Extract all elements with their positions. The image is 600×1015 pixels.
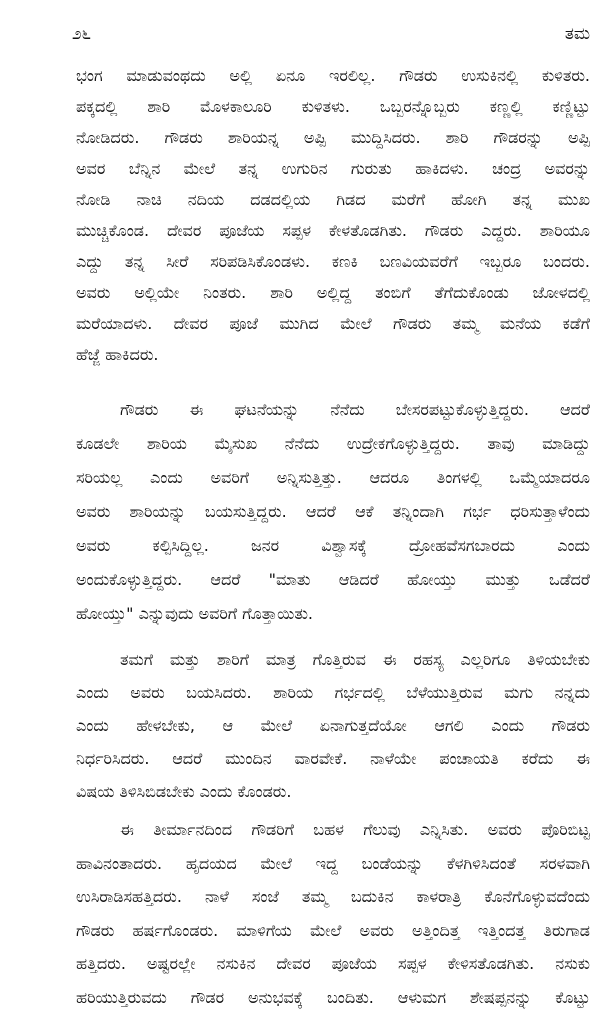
- text-line-content: ಸರಿಯಲ್ಲ ಎಂದು ಅವರಿಗೆ ಅನ್ನಿಸುತ್ತಿತ್ತು. ಆದರೂ ತಿಂಗಳಲ್ಲಿ ಒಮ್ಮೆಯಾದರೂ: [76, 468, 590, 487]
- text-line-content: ಅವರು ಅಲ್ಲಿಯೇ ನಿಂತರು. ಶಾರಿ ಅಲ್ಲಿದ್ದ ತಂಬಿಗೆ ತೆಗೆದುಕೊಂಡು ಜೋಳದಲ್ಲಿ: [76, 283, 590, 302]
- text-line: [76, 981, 590, 1015]
- text-line: [76, 427, 590, 461]
- text-line: [76, 122, 590, 153]
- text-line: [76, 308, 590, 339]
- text-body: [76, 60, 590, 1014]
- text-line-content: ಪಕ್ಕದಲ್ಲಿ ಶಾರಿ ಮೊಳಕಾಲೂರಿ ಕುಳಿತಳು. ಒಬ್ಬರನ್ನೊಬ್ಬರು ಕಣ್ಣಲ್ಲಿ ಕಣ್ಣಿಟ್ಟು: [76, 97, 590, 116]
- text-line-content: ಅವರ ಬೆನ್ನಿನ ಮೇಲೆ ತನ್ನ ಉಗುರಿನ ಗುರುತು ಹಾಕಿದಳು. ಚಂದ್ರ ಅವರನ್ನು: [76, 159, 590, 178]
- text-line-content: ಹಾವಿನಂತಾದರು. ಹೃದಯದ ಮೇಲೆ ಇದ್ದ ಬಂಡೆಯನ್ನು ಕೆಳಗಿಳಿಸಿದಂತೆ ಸರಳವಾಗಿ: [76, 853, 590, 873]
- text-line: [76, 775, 590, 808]
- text-line-content: ಮುಚ್ಚಿಕೊಂಡ. ದೇವರ ಪೂಜೆಯ ಸಪ್ಪಳ ಕೇಳತೊಡಗಿತು. ಗೌಡರು ಎದ್ದರು. ಶಾರಿಯೂ: [76, 221, 590, 240]
- text-line-content: ನೋಡಿದರು. ಗೌಡರು ಶಾರಿಯನ್ನ ಅಪ್ಪಿ ಮುದ್ದಿಸಿದರು. ಶಾರಿ ಗೌಡರನ್ನು ಅಪ್ಪಿ: [76, 128, 590, 147]
- text-line: [76, 914, 590, 948]
- text-line: [76, 709, 590, 742]
- text-line-content: ಉಸಿರಾಡಿಸಹತ್ತಿದರು. ನಾಳೆ ಸಂಜೆ ತಮ್ಮ ಬದುಕಿನ ಕಾಳರಾತ್ರಿ ಕೊನೆಗೊಳ್ಳುವದೆಂದು: [76, 887, 590, 906]
- text-line: [76, 495, 590, 529]
- text-line: [76, 60, 590, 91]
- text-line: [76, 184, 590, 215]
- text-line-content: ಅವರು ಕಲ್ಪಿಸಿದ್ದಿಲ್ಲ. ಜನರ ವಿಶ್ವಾಸಕ್ಕೆ ದ್ರೋಹವೆಸಗಬಾರದು ಎಂದು: [76, 536, 590, 555]
- text-line: [76, 461, 590, 495]
- text-line-content: ಹೆಜ್ಜೆ ಹಾಕಿದರು.: [76, 345, 159, 364]
- paragraph: [76, 393, 590, 631]
- paragraph: [76, 813, 590, 1014]
- text-line: [76, 153, 590, 184]
- text-line-content: ಕೂಡಲೇ ಶಾರಿಯ ಮೈಸುಖ ನೆನೆದು ಉದ್ರೇಕಗೊಳ್ಳುತ್ತಿದ್ದರು. ತಾವು ಮಾಡಿದ್ದು: [76, 434, 590, 453]
- text-line-content: ಹರಿಯುತ್ತಿರುವದು ಗೌಡರ ಅನುಭವಕ್ಕೆ ಬಂದಿತು. ಆಳುಮಗ ಶೇಷಪ್ಪನನ್ನು ಕೊಟ್ಟು: [76, 987, 590, 1007]
- text-line: [76, 393, 590, 427]
- text-line-content: ಭಂಗ ಮಾಡುವಂಥದು ಅಲ್ಲಿ ಏನೂ ಇರಲಿಲ್ಲ. ಗೌಡರು ಉಸುಕಿನಲ್ಲಿ ಕುಳಿತರು.: [76, 66, 590, 85]
- text-line-content: ನೋಡಿ ನಾಚಿ ನದಿಯ ದಡದಲ್ಲಿಯ ಗಿಡದ ಮರೆಗೆ ಹೋಗಿ ತನ್ನ ಮುಖ: [76, 190, 590, 209]
- text-line: [76, 339, 590, 370]
- text-line: [76, 676, 590, 709]
- text-line-content: ಎಂದು ಹೇಳಬೇಕು, ಆ ಮೇಲೆ ಏನಾಗುತ್ತದೆಯೋ ಆಗಲಿ ಎಂದು ಗೌಡರು: [76, 716, 590, 735]
- page-number: ೨೬: [72, 24, 92, 44]
- text-line: [76, 529, 590, 563]
- text-line: [76, 880, 590, 914]
- text-line: [76, 742, 590, 775]
- paragraph: [76, 60, 590, 370]
- text-line: [76, 947, 590, 981]
- text-line-content: ಅವರು ಶಾರಿಯನ್ನು ಬಯಸುತ್ತಿದ್ದರು. ಆದರೆ ಆಕೆ ತನ್ನಿಂದಾಗಿ ಗರ್ಭ ಧರಿಸುತ್ತಾಳೆಂದು: [76, 502, 590, 521]
- text-line-content: ಹೋಯ್ತು" ಎನ್ನುವುದು ಅವರಿಗೆ ಗೊತ್ತಾಯಿತು.: [76, 604, 314, 623]
- text-line: [76, 246, 590, 277]
- text-line-content: ಗೌಡರು ಈ ಘಟನೆಯನ್ನು ನೆನೆದು ಬೇಸರಪಟ್ಟುಕೊಳ್ಳುತ್ತಿದ್ದರು. ಆದರೆ: [120, 400, 590, 419]
- text-line: [76, 215, 590, 246]
- text-line-content: ನಿರ್ಧರಿಸಿದರು. ಆದರೆ ಮುಂದಿನ ವಾರವೇಕೆ. ನಾಳೆಯೇ ಪಂಚಾಯತಿ ಕರೆದು ಈ: [76, 749, 590, 768]
- text-line-content: ಗೌಡರು ಹರ್ಷಗೊಂಡರು. ಮಾಳಿಗೆಯ ಮೇಲೆ ಅವರು ಅತ್ತಿಂದಿತ್ತ ಇತ್ತಿಂದತ್ತ ತಿರುಗಾಡ: [76, 920, 590, 940]
- text-line: [76, 643, 590, 676]
- text-line: [76, 813, 590, 847]
- paragraph: [76, 643, 590, 808]
- text-line: [76, 277, 590, 308]
- text-line-content: ವಿಷಯ ತಿಳಿಸಿಬಿಡಬೇಕು ಎಂದು ಕೊಂಡರು.: [76, 782, 292, 801]
- text-line-content: ಈ ತೀರ್ಮಾನದಿಂದ ಗೌಡರಿಗೆ ಬಹಳ ಗೆಲುವು ಎನ್ನಿಸಿತು. ಅವರು ಪೊರಿಬಿಟ್ಟ: [120, 820, 590, 839]
- text-line: [76, 91, 590, 122]
- text-line-content: ಹತ್ತಿದರು. ಅಷ್ಟರಲ್ಲೇ ನಸುಕಿನ ದೇವರ ಪೂಜೆಯ ಸಪ್ಪಳ ಕೇಳಿಸತೊಡಗಿತು. ನಸುಕು: [76, 954, 590, 973]
- text-line-content: ಅಂದುಕೊಳ್ಳುತ್ತಿದ್ದರು. ಆದರೆ "ಮಾತು ಆಡಿದರೆ ಹೋಯ್ತು ಮುತ್ತು ಒಡೆದರೆ: [76, 570, 590, 589]
- text-line-content: ಮರೆಯಾದಳು. ದೇವರ ಪೂಜೆ ಮುಗಿದ ಮೇಲೆ ಗೌಡರು ತಮ್ಮ ಮನೆಯ ಕಡೆಗೆ: [76, 314, 590, 333]
- running-title: ತಮ: [564, 24, 590, 44]
- text-line: [76, 563, 590, 597]
- text-line-content: ಎದ್ದು ತನ್ನ ಸೀರೆ ಸರಿಪಡಿಸಿಕೊಂಡಳು. ಕಣಕಿ ಬಣವಿಯವರೆಗೆ ಇಬ್ಬರೂ ಬಂದರು.: [76, 252, 590, 271]
- text-line: [76, 847, 590, 881]
- text-line-content: ತಮಗೆ ಮತ್ತು ಶಾರಿಗೆ ಮಾತ್ರ ಗೊತ್ತಿರುವ ಈ ರಹಸ್ಯ ಎಲ್ಲರಿಗೂ ತಿಳಿಯಬೇಕು: [120, 650, 590, 669]
- text-line: [76, 597, 590, 631]
- text-line-content: ಎಂದು ಅವರು ಬಯಸಿದರು. ಶಾರಿಯ ಗರ್ಭದಲ್ಲಿ ಬೆಳೆಯುತ್ತಿರುವ ಮಗು ನನ್ನದು: [76, 683, 590, 702]
